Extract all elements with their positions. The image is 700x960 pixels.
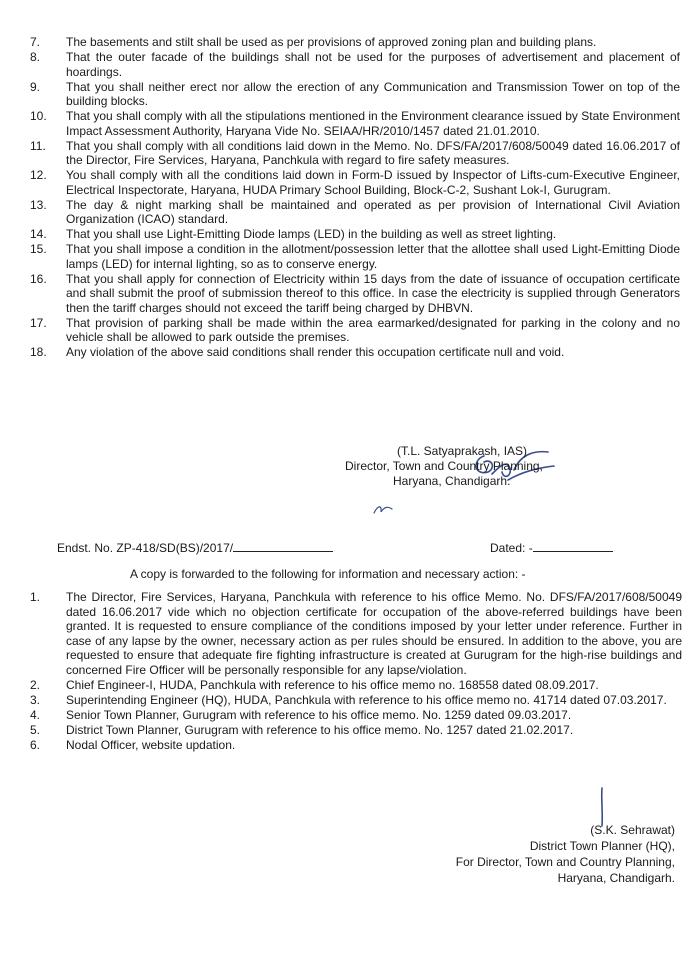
condition-text: That you shall comply with all conditions laid down in the Memo. No. DFS/FA/2017/608/50049 dated 16.06.2017 of the Director, Fire Services, Haryana, Panchkula with regard to fire safety measures. [66,138,680,167]
condition-text: That you shall comply with all the stipulations mentioned in the Environment clearance issued by State Environment Impact Assessment Authority, Haryana Vide No. SEIAA/HR/2010/1457 dated 21.01.2010. [66,109,680,138]
forward-item [30,693,682,708]
forward-intro: A copy is forwarded to the following for information and necessary action: - [130,567,526,581]
condition-number: 18. [30,345,47,359]
condition-item [30,227,680,242]
forward-text: Chief Engineer-I, HUDA, Panchkula with reference to his office memo no. 168558 dated 08.09.2017. [66,677,599,692]
forward-item [30,678,682,693]
condition-item [30,35,680,50]
conditions-list [30,35,680,360]
condition-item [30,272,680,316]
signatory-place: Haryana, Chandigarh. [393,474,511,488]
signatory-name: (T.L. Satyaprakash, IAS) [397,444,528,458]
signatory-designation: District Town Planner (HQ), [529,839,675,853]
condition-text: The basements and stilt shall be used as per provisions of approved zoning plan and building plans. [66,35,597,49]
condition-item [30,50,680,79]
signature-block-dtp [420,822,675,886]
initials-scrawl [372,503,396,517]
forward-text: Nodal Officer, website updation. [66,737,236,752]
condition-item [30,109,680,138]
forward-item [30,708,682,723]
condition-number: 8. [30,50,41,64]
condition-number: 13. [30,197,47,212]
condition-item [30,316,680,345]
condition-text: That you shall impose a condition in the allotment/possession letter that the allottee shall used Light-Emitting Diode lamps (LED) for internal lighting, so as to conserve energy. [66,242,680,271]
forward-item [30,590,682,677]
condition-number: 17. [30,315,47,330]
forward-text: The Director, Fire Services, Haryana, Panchkula with reference to his office Memo. No. DFS/FA/2017/608/50049 dated 16.06.2017 vide which no objection certificate for occupation of the above-referred buildings have been granted. It is requested to ensure compliance of the conditions imposed by your letter under reference. Further in case of any lapse by the owner, necessary action as per rules should be ensured. In addition to the above, you are requested to ensure that adequate fire fighting infrastructure is created at Gurugram for the high-rise buildings and concerned Fire Officer will be personally responsible for any lapse/violation. [66,590,682,677]
condition-text: Any violation of the above said conditions shall render this occupation certificate null and void. [66,345,565,359]
condition-number: 16. [30,271,47,286]
forward-list [30,590,682,753]
dated-blank-line [533,540,613,552]
forward-number: 5. [30,722,41,737]
condition-number: 12. [30,168,47,182]
forward-item [30,723,682,738]
condition-text: The day & night marking shall be maintained and operated as per provision of International Civil Aviation Organization (ICAO) standard. [66,197,680,226]
forward-item [30,738,682,753]
dated-label: Dated: - [490,541,533,555]
condition-item [30,345,680,360]
forward-number: 6. [30,737,41,752]
condition-text: That you shall neither erect nor allow the erection of any Communication and Transmission Tower on top of the building blocks. [66,79,680,108]
signatory-designation: Director, Town and Country Planning, [345,459,543,473]
condition-item [30,80,680,109]
condition-text: That you shall apply for connection of Electricity within 15 days from the date of issuance of occupation certificate and shall submit the proof of submission thereof to this office. In case the electricity is supplied through Generators then the tariff charges should not exceed the tariff being charged by DHBVN. [66,271,680,315]
forward-number: 1. [30,590,41,604]
forward-text: Senior Town Planner, Gurugram with reference to his office memo. No. 1259 dated 09.03.2017. [66,707,572,722]
condition-number: 14. [30,227,47,241]
endst-blank-line [233,540,333,552]
condition-text: That provision of parking shall be made within the area earmarked/designated for parking in the colony and no vehicle shall be allowed to park outside the premises. [66,315,680,344]
forward-number: 4. [30,707,41,722]
condition-item [30,198,680,227]
condition-text: That the outer facade of the buildings shall not be used for the purposes of advertisement and placement of hoardings. [66,50,680,79]
signatory-place: Haryana, Chandigarh. [557,871,675,885]
endorsement-dated [490,540,613,555]
signatory-for-line: For Director, Town and Country Planning, [455,855,675,869]
condition-text: You shall comply with all the conditions laid down in Form-D issued by Inspector of Lifts-cum-Executive Engineer, Electrical Inspectorate, Haryana, HUDA Primary School Building, Block-C-2, Sushant Lok-I, Gurugram. [66,168,680,197]
condition-item [30,168,680,197]
forward-number: 3. [30,692,41,707]
condition-number: 9. [30,79,41,94]
forward-text: District Town Planner, Gurugram with reference to his office memo. No. 1257 dated 21.02.2017. [66,722,574,737]
condition-item [30,139,680,168]
signatory-name: (S.K. Sehrawat) [590,823,675,837]
signature-block-director [345,444,605,489]
condition-item [30,242,680,271]
endst-no-text: Endst. No. ZP-418/SD(BS)/2017/ [57,541,234,555]
forward-number: 2. [30,677,41,692]
condition-text: That you shall use Light-Emitting Diode lamps (LED) in the building as well as street lighting. [66,227,557,241]
condition-number: 15. [30,242,47,256]
endorsement-number [57,540,333,555]
condition-number: 10. [30,109,47,123]
condition-number: 7. [30,35,41,49]
forward-text: Superintending Engineer (HQ), HUDA, Panchkula with reference to his office memo no. 41714 dated 07.03.2017. [66,692,667,707]
condition-number: 11. [30,138,46,153]
